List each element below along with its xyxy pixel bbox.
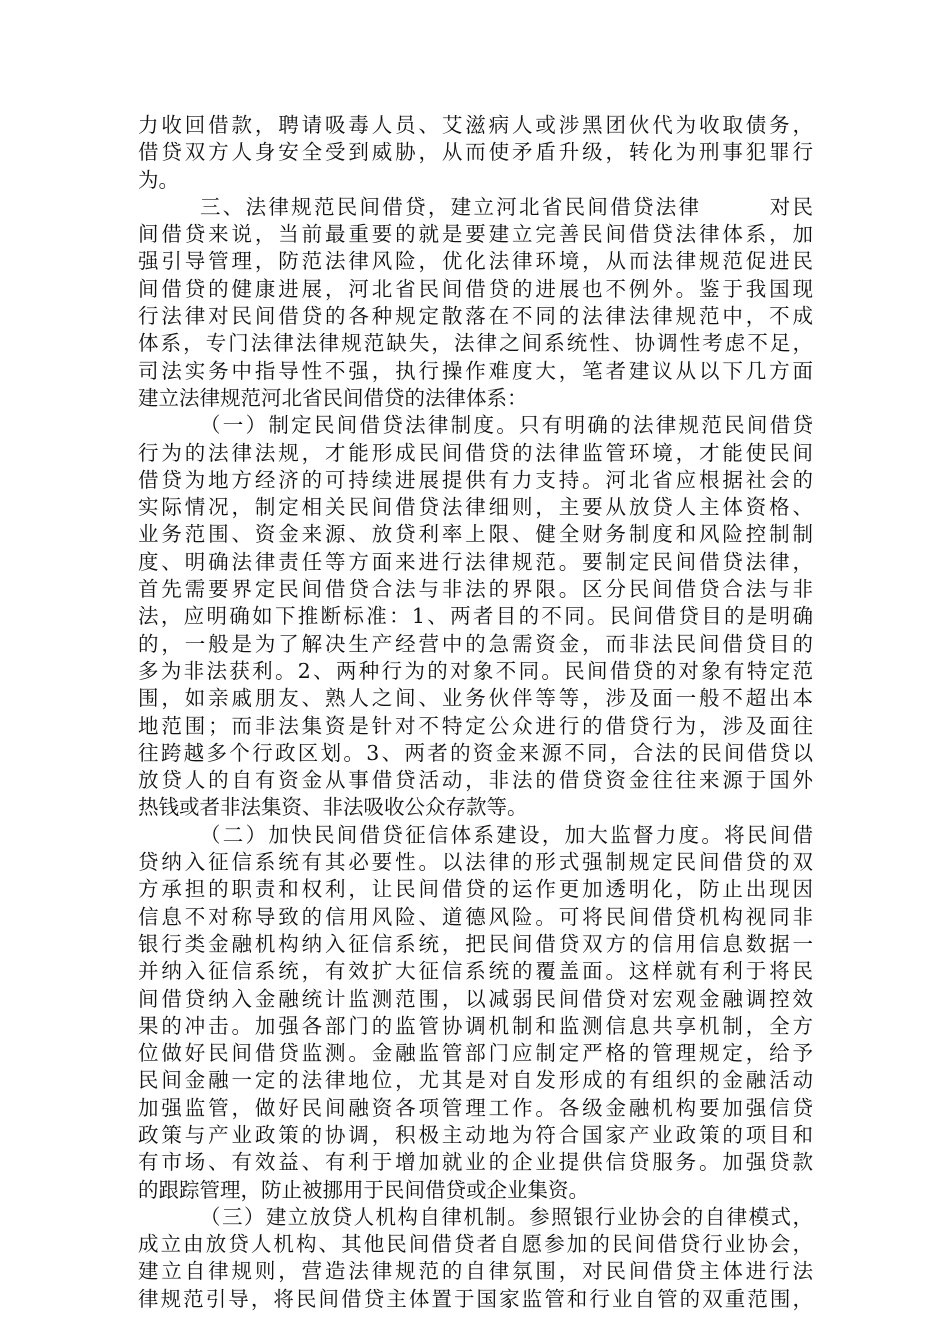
text-line: 果的冲击。加强各部门的监管协调机制和监测信息共享机制，全方 bbox=[138, 1013, 813, 1038]
text-line: 民间金融一定的法律地位，尤其是对自发形成的有组织的金融活动 bbox=[138, 1068, 813, 1093]
text-line: 行法律对民间借贷的各种规定散落在不同的法律法律规范中，不成 bbox=[138, 304, 813, 329]
text-line: 力收回借款，聘请吸毒人员、艾滋病人或涉黑团伙代为收取债务， bbox=[138, 113, 813, 137]
text-line: 的跟踪管理，防止被挪用于民间借贷或企业集资。 bbox=[138, 1177, 589, 1202]
text-line: 往跨越多个行政区划。3、两者的资金来源不同，合法的民间借贷以 bbox=[138, 740, 813, 765]
text-line: 度、明确法律责任等方面来进行法律规范。要制定民间借贷法律， bbox=[138, 549, 813, 574]
text-line: 间借贷的健康进展，河北省民间借贷的进展也不例外。鉴于我国现 bbox=[138, 276, 813, 301]
text-line: 首先需要界定民间借贷合法与非法的界限。区分民间借贷合法与非 bbox=[138, 577, 813, 602]
text-line: 银行类金融机构纳入征信系统，把民间借贷双方的信用信息数据一 bbox=[138, 931, 813, 956]
text-line: 加强监管，做好民间融资各项管理工作。各级金融机构要加强信贷 bbox=[138, 1095, 813, 1120]
text-line: 业务范围、资金来源、放贷利率上限、健全财务制度和风险控制制 bbox=[138, 522, 813, 547]
text-line: 位做好民间借贷监测。金融监管部门应制定严格的管理规定，给予 bbox=[138, 1041, 813, 1066]
text-line: 信息不对称导致的信用风险、道德风险。可将民间借贷机构视同非 bbox=[138, 904, 813, 929]
text-line: 间借贷纳入金融统计监测范围，以减弱民间借贷对宏观金融调控效 bbox=[138, 986, 813, 1011]
text-line: （一）制定民间借贷法律制度。只有明确的法律规范民间借贷 bbox=[200, 413, 813, 438]
text-line: 的，一般是为了解决生产经营中的急需资金，而非法民间借贷目的 bbox=[138, 631, 813, 656]
text-line: 有市场、有效益、有利于增加就业的企业提供信贷服务。加强贷款 bbox=[138, 1150, 813, 1175]
document-body bbox=[138, 112, 813, 1313]
text-line: 三、法律规范民间借贷，建立河北省民间借贷法律 对民 bbox=[200, 194, 813, 219]
text-line: 围，如亲戚朋友、熟人之间、业务伙伴等等，涉及面一般不超出本 bbox=[138, 686, 813, 711]
text-line: 多为非法获利。2、两种行为的对象不同。民间借贷的对象有特定范 bbox=[138, 658, 813, 683]
text-line: 成立由放贷人机构、其他民间借贷者自愿参加的民间借贷行业协会， bbox=[138, 1232, 813, 1257]
text-line: 建立自律规则，营造法律规范的自律氛围，对民间借贷主体进行法 bbox=[138, 1259, 813, 1284]
text-line: 律规范引导，将民间借贷主体置于国家监管和行业自管的双重范围， bbox=[138, 1286, 813, 1311]
text-line: 强引导管理，防范法律风险，优化法律环境，从而法律规范促进民 bbox=[138, 249, 813, 274]
text-line: 热钱或者非法集资、非法吸收公众存款等。 bbox=[138, 795, 528, 820]
text-line: （二）加快民间借贷征信体系建设，加大监督力度。将民间借 bbox=[200, 822, 813, 847]
text-line: 借贷双方人身安全受到威胁，从而使矛盾升级，转化为刑事犯罪行 bbox=[138, 140, 813, 165]
text-line: 司法实务中指导性不强，执行操作难度大，笔者建议从以下几方面 bbox=[138, 358, 813, 383]
text-line: 建立法律规范河北省民间借贷的法律体系： bbox=[138, 385, 528, 410]
text-line: 实际情况，制定相关民间借贷法律细则，主要从放贷人主体资格、 bbox=[138, 495, 813, 520]
text-line: 间借贷来说，当前最重要的就是要建立完善民间借贷法律体系，加 bbox=[138, 222, 813, 247]
text-line: 为。 bbox=[138, 167, 179, 192]
text-line: （三）建立放贷人机构自律机制。参照银行业协会的自律模式， bbox=[200, 1204, 813, 1229]
text-line: 行为的法律法规，才能形成民间借贷的法律监管环境，才能使民间 bbox=[138, 440, 813, 465]
text-line: 贷纳入征信系统有其必要性。以法律的形式强制规定民间借贷的双 bbox=[138, 850, 813, 875]
text-line: 借贷为地方经济的可持续进展提供有力支持。河北省应根据社会的 bbox=[138, 467, 813, 492]
text-line: 放贷人的自有资金从事借贷活动，非法的借贷资金往往来源于国外 bbox=[138, 768, 813, 793]
text-line: 体系，专门法律法律规范缺失，法律之间系统性、协调性考虑不足， bbox=[138, 331, 813, 356]
text-line: 地范围；而非法集资是针对不特定公众进行的借贷行为，涉及面往 bbox=[138, 713, 813, 738]
text-line: 并纳入征信系统，有效扩大征信系统的覆盖面。这样就有利于将民 bbox=[138, 959, 813, 984]
text-line: 政策与产业政策的协调，积极主动地为符合国家产业政策的项目和 bbox=[138, 1122, 813, 1147]
text-line: 法，应明确如下推断标准：1、两者目的不同。民间借贷目的是明确 bbox=[138, 604, 813, 629]
text-line: 方承担的职责和权利，让民间借贷的运作更加透明化，防止出现因 bbox=[138, 877, 813, 902]
